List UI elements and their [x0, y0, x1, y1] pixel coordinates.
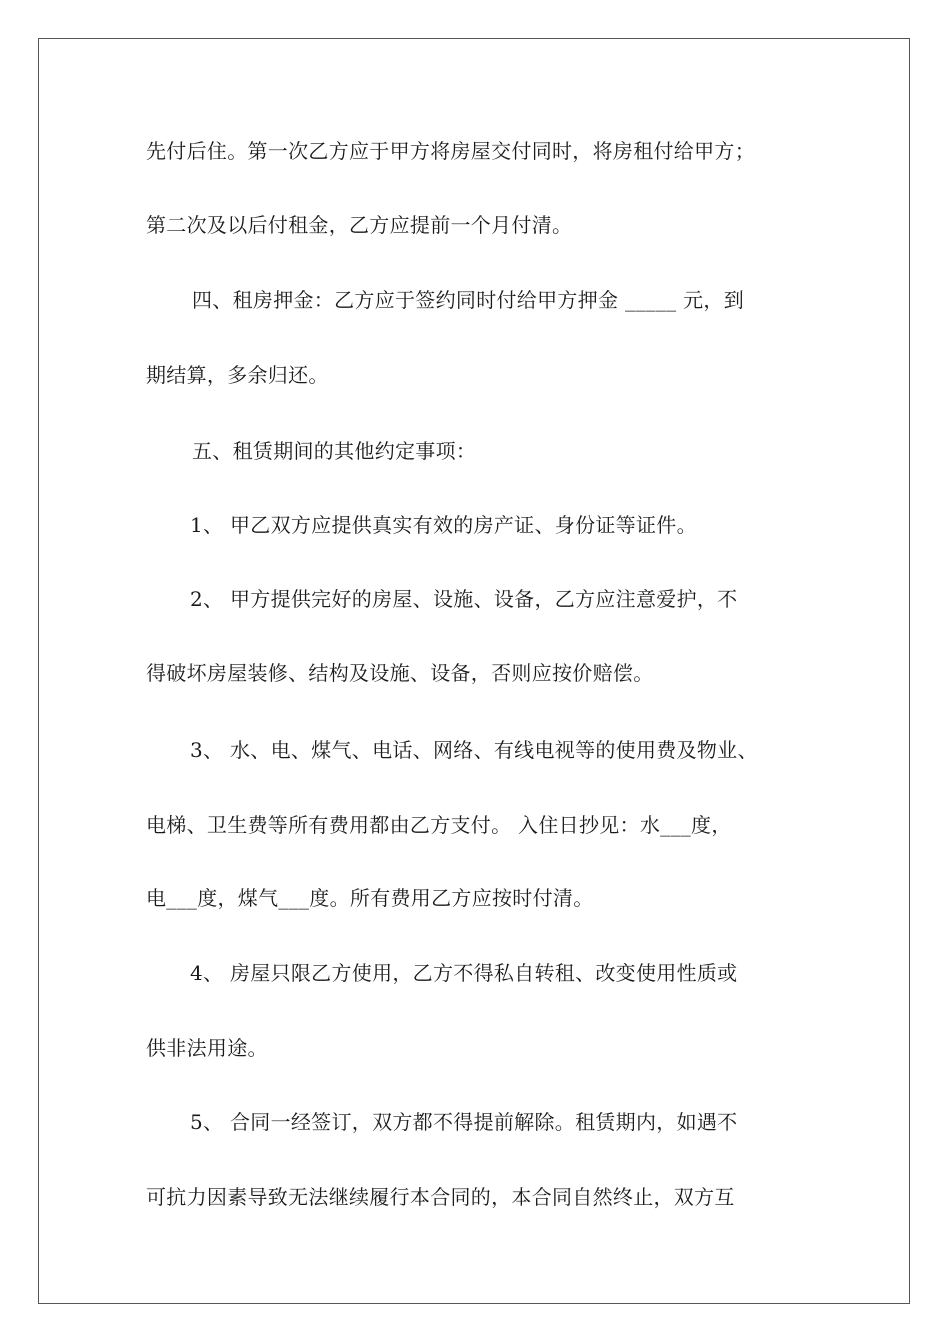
text-line: 供非法用途。: [146, 1036, 268, 1060]
text-line: 五、租赁期间的其他约定事项：: [192, 439, 477, 463]
text-line: 5、 合同一经签订，双方都不得提前解除。租赁期内，如遇不: [190, 1110, 738, 1134]
text-line: 得破坏房屋装修、结构及设施、设备，否则应按价赔偿。: [146, 661, 654, 685]
text-line: 电梯、卫生费等所有费用都由乙方支付。 入住日抄见：水___度，: [146, 813, 732, 837]
text-line: 四、租房押金：乙方应于签约同时付给甲方押金 _____ 元，到: [192, 288, 745, 312]
text-line: 可抗力因素导致无法继续履行本合同的，本合同自然终止，双方互: [146, 1185, 735, 1209]
text-line: 先付后住。第一次乙方应于甲方将房屋交付同时，将房租付给甲方；: [146, 139, 755, 163]
text-line: 电___度，煤气___度。所有费用乙方应按时付清。: [146, 886, 594, 910]
text-line: 2、 甲方提供完好的房屋、设施、设备，乙方应注意爱护，不: [190, 587, 738, 611]
text-line: 4、 房屋只限乙方使用，乙方不得私自转租、改变使用性质或: [190, 961, 738, 985]
text-line: 3、 水、电、煤气、电话、网络、有线电视等的使用费及物业、: [190, 738, 758, 762]
text-line: 1、 甲乙双方应提供真实有效的房产证、身份证等证件。: [190, 513, 697, 537]
text-line: 期结算，多余归还。: [146, 363, 329, 387]
text-line: 第二次及以后付租金，乙方应提前一个月付清。: [146, 213, 573, 237]
